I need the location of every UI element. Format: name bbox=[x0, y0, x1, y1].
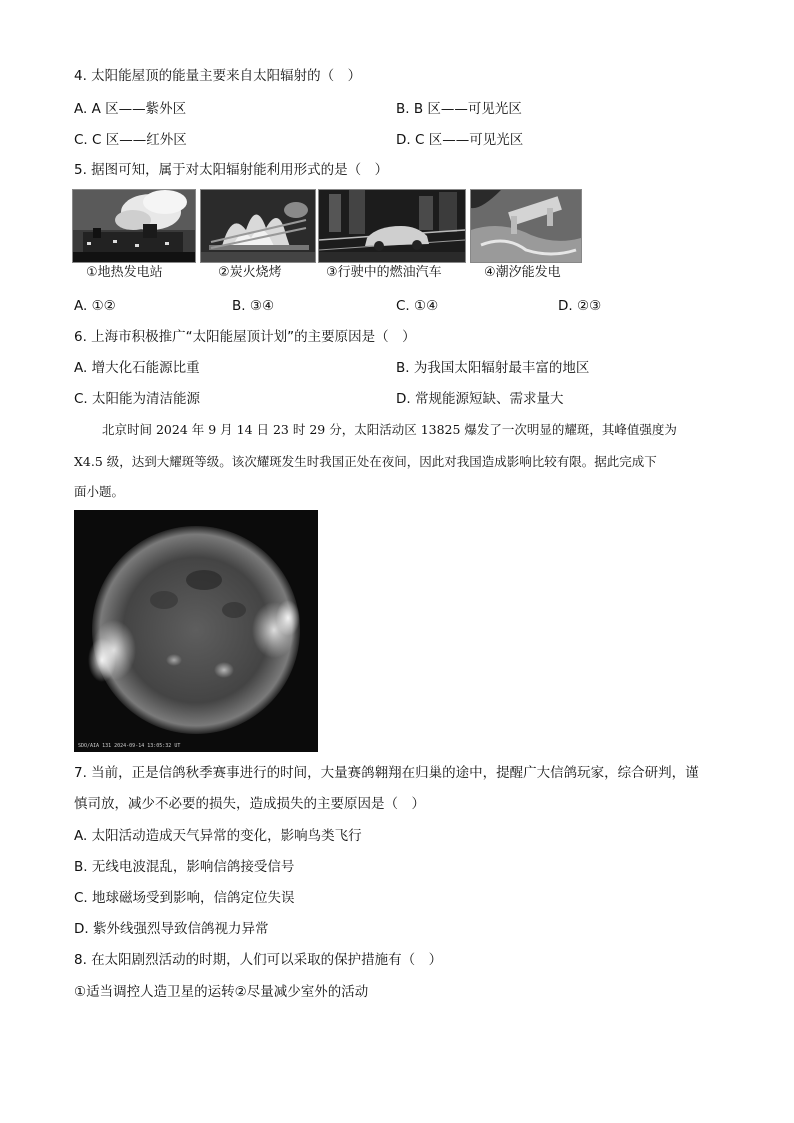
caption-charcoal-bbq: ②炭火烧烤 bbox=[218, 265, 282, 280]
question-4-option-c: C. C 区——红外区 bbox=[74, 132, 187, 148]
question-8-stem: 8. 在太阳剧烈活动的时期，人们可以采取的保护措施有（ ） bbox=[74, 952, 443, 968]
question-5-stem: 5. 据图可知，属于对太阳辐射能利用形式的是（ ） bbox=[74, 162, 389, 178]
question-7-option-d: D. 紫外线强烈导致信鸽视力异常 bbox=[74, 921, 269, 937]
question-5-option-d: D. ②③ bbox=[558, 298, 602, 314]
fuel-car-photo bbox=[318, 189, 466, 263]
question-7-stem-line-1: 7. 当前，正是信鸽秋季赛事进行的时间，大量赛鸽翱翔在归巢的途中，提醒广大信鸽玩家，综合研判，谨 bbox=[74, 765, 699, 781]
sdo-timestamp: SDO/AIA 131 2024-09-14 13:05:32 UT bbox=[78, 743, 181, 749]
question-6-option-c: C. 太阳能为清洁能源 bbox=[74, 391, 201, 407]
question-5-option-c: C. ①④ bbox=[396, 298, 439, 314]
passage-line-3: 面小题。 bbox=[74, 484, 125, 499]
question-6-option-b: B. 为我国太阳辐射最丰富的地区 bbox=[396, 360, 590, 376]
question-6-option-a: A. 增大化石能源比重 bbox=[74, 360, 200, 376]
question-7-stem-line-2: 慎司放，减少不必要的损失，造成损失的主要原因是（ ） bbox=[74, 796, 425, 812]
question-4-option-b: B. B 区——可见光区 bbox=[396, 101, 522, 117]
question-7-option-b: B. 无线电波混乱，影响信鸽接受信号 bbox=[74, 859, 295, 875]
question-4-option-d: D. C 区——可见光区 bbox=[396, 132, 524, 148]
question-6-option-d: D. 常规能源短缺、需求量大 bbox=[396, 391, 564, 407]
question-5-option-b: B. ③④ bbox=[232, 298, 275, 314]
question-7-option-a: A. 太阳活动造成天气异常的变化，影响鸟类飞行 bbox=[74, 828, 362, 844]
passage-line-1: 北京时间 2024 年 9 月 14 日 23 时 29 分，太阳活动区 13825 爆发了一次明显的耀斑，其峰值强度为 bbox=[102, 422, 677, 437]
question-4-option-a: A. A 区——紫外区 bbox=[74, 101, 187, 117]
tidal-power-photo bbox=[470, 189, 582, 263]
question-4-stem: 4. 太阳能屋顶的能量主要来自太阳辐射的（ ） bbox=[74, 68, 362, 84]
caption-geothermal: ①地热发电站 bbox=[86, 265, 163, 280]
geothermal-plant-photo bbox=[72, 189, 196, 263]
question-5-option-a: A. ①② bbox=[74, 298, 116, 314]
passage-line-2: X4.5 级，达到大耀斑等级。该次耀斑发生时我国正处在夜间，因此对我国造成影响比较有限。据此完成下 bbox=[74, 454, 657, 469]
question-7-option-c: C. 地球磁场受到影响，信鸽定位失误 bbox=[74, 890, 295, 906]
question-6-stem: 6. 上海市积极推广“太阳能屋顶计划”的主要原因是（ ） bbox=[74, 329, 416, 345]
caption-fuel-car: ③行驶中的燃油汽车 bbox=[326, 265, 442, 280]
solar-flare-image bbox=[74, 510, 318, 752]
caption-tidal-power: ④潮汐能发电 bbox=[484, 265, 561, 280]
charcoal-bbq-photo bbox=[200, 189, 316, 263]
question-8-measures: ①适当调控人造卫星的运转②尽量减少室外的活动 bbox=[74, 984, 369, 1000]
